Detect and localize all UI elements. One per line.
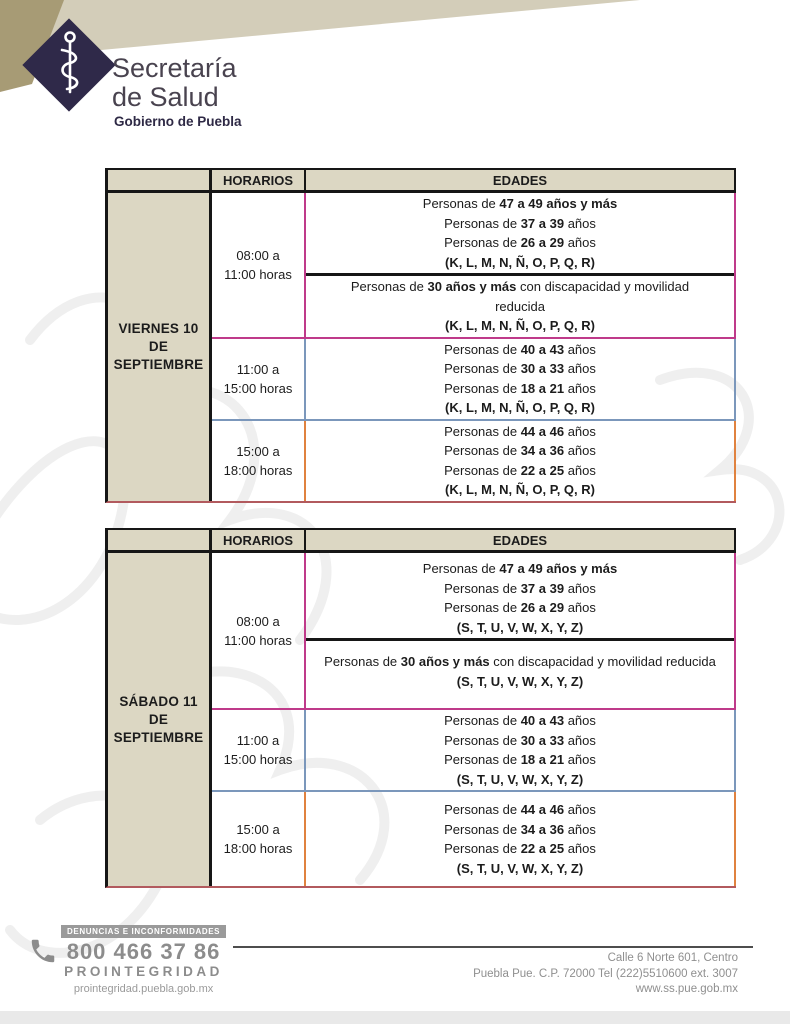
- age-line: Personas de 26 a 29 años: [444, 235, 596, 250]
- age-line: Personas de 30 años y más con discapacidad y movilidad reducida: [324, 654, 716, 669]
- page-subtitle: Gobierno de Puebla: [114, 114, 242, 129]
- module-letters-line: (S, T, U, V, W, X, Y, Z): [456, 673, 584, 689]
- age-line: Personas de 34 a 36 años: [444, 821, 596, 837]
- age-line: Personas de 44 a 46 años: [444, 423, 596, 439]
- age-line: Personas de 18 a 21 años: [444, 380, 596, 396]
- prointegridad-block: [28, 921, 226, 996]
- ages-cell: [304, 553, 734, 708]
- table-header-row: [108, 530, 736, 553]
- ages-cell: [304, 339, 734, 419]
- time-cell: 08:00 a 11:00 horas: [224, 613, 292, 648]
- column-header-horarios: HORARIOS: [212, 530, 306, 550]
- module-letters-line: (S, T, U, V, W, X, Y, Z): [456, 860, 584, 876]
- age-line: Personas de 22 a 25 años: [444, 462, 596, 478]
- footer-divider: [233, 946, 753, 948]
- age-line: Personas de 30 a 33 años: [444, 361, 596, 376]
- time-row: [212, 421, 736, 501]
- prointegridad-url: prointegridad.puebla.gob.mx: [73, 983, 214, 995]
- time-cell: 15:00 a 18:00 horas: [223, 443, 293, 478]
- age-line: Personas de 47 a 49 años y más: [422, 561, 618, 576]
- age-line: Personas de 18 a 21 años: [444, 752, 596, 767]
- module-letters-line: (S, T, U, V, W, X, Y, Z): [456, 771, 584, 787]
- time-row: [212, 339, 736, 421]
- age-line: Personas de 37 a 39 años: [444, 580, 596, 596]
- table-header-row: [108, 170, 736, 193]
- age-line: Personas de 30 a 33 años: [444, 732, 596, 748]
- column-header-edades: EDADES: [492, 173, 548, 188]
- address-block: [473, 951, 738, 998]
- program-name: PROINTEGRIDAD: [64, 964, 223, 979]
- address-line2: Puebla Pue. C.P. 72000 Tel (222)5510600 ext. 3007: [473, 967, 738, 980]
- module-letters-line: (K, L, M, N, Ñ, O, P, Q, R): [445, 400, 595, 415]
- schedule-table-sabado-11: [105, 528, 736, 888]
- column-header-horarios: HORARIOS: [212, 170, 306, 190]
- rod-of-asclepius-icon: [52, 30, 88, 100]
- time-cell: 15:00 a 18:00 horas: [223, 822, 293, 856]
- page-title: [112, 54, 237, 112]
- age-line: Personas de 22 a 25 años: [444, 841, 596, 856]
- time-cell: 11:00 a 15:00 horas: [223, 361, 293, 396]
- address-line1: Calle 6 Norte 601, Centro: [607, 952, 738, 964]
- ages-cell: [304, 792, 734, 886]
- age-line: Personas de 26 a 29 años: [444, 600, 596, 615]
- corner-cell: [108, 170, 212, 190]
- age-line: Personas de 47 a 49 años y más: [422, 196, 618, 211]
- website-url: www.ss.pue.gob.mx: [635, 983, 738, 995]
- ages-cell: [304, 421, 734, 501]
- age-line: Personas de 37 a 39 años: [444, 215, 596, 231]
- age-line: Personas de 40 a 43 años: [444, 713, 596, 728]
- age-line: Personas de 30 años y más con discapacidad y movilidad reducida: [350, 279, 690, 314]
- time-cell: 11:00 a 15:00 horas: [223, 733, 293, 767]
- age-line: Personas de 44 a 46 años: [444, 802, 596, 817]
- age-line: Personas de 34 a 36 años: [444, 443, 596, 458]
- complaints-badge: DENUNCIAS E INCONFORMIDADES: [61, 925, 226, 938]
- module-letters-line: (K, L, M, N, Ñ, O, P, Q, R): [445, 254, 595, 270]
- time-row: [212, 792, 736, 886]
- phone-number: 800 466 37 86: [66, 939, 221, 964]
- time-cell: 08:00 a 11:00 horas: [224, 247, 292, 282]
- corner-cell: [108, 530, 212, 550]
- title-line2: de Salud: [112, 82, 219, 112]
- day-cell: VIERNES 10 DE SEPTIEMBRE: [108, 193, 212, 501]
- ages-cell: [304, 710, 734, 790]
- module-letters-line: (K, L, M, N, Ñ, O, P, Q, R): [445, 482, 595, 497]
- module-letters-line: (K, L, M, N, Ñ, O, P, Q, R): [445, 318, 595, 333]
- title-line1: Secretaría: [112, 53, 237, 83]
- schedule-table-viernes-10: [105, 168, 736, 503]
- time-row: [212, 710, 736, 792]
- bottom-edge-strip: [0, 1011, 790, 1024]
- column-header-edades: EDADES: [492, 533, 548, 548]
- day-cell: SÁBADO 11 DE SEPTIEMBRE: [108, 553, 212, 886]
- phone-icon: [28, 936, 58, 966]
- module-letters-line: (S, T, U, V, W, X, Y, Z): [456, 619, 584, 635]
- time-row: [212, 193, 736, 339]
- ages-cell: [304, 193, 734, 337]
- time-row: [212, 553, 736, 710]
- age-line: Personas de 40 a 43 años: [444, 341, 596, 357]
